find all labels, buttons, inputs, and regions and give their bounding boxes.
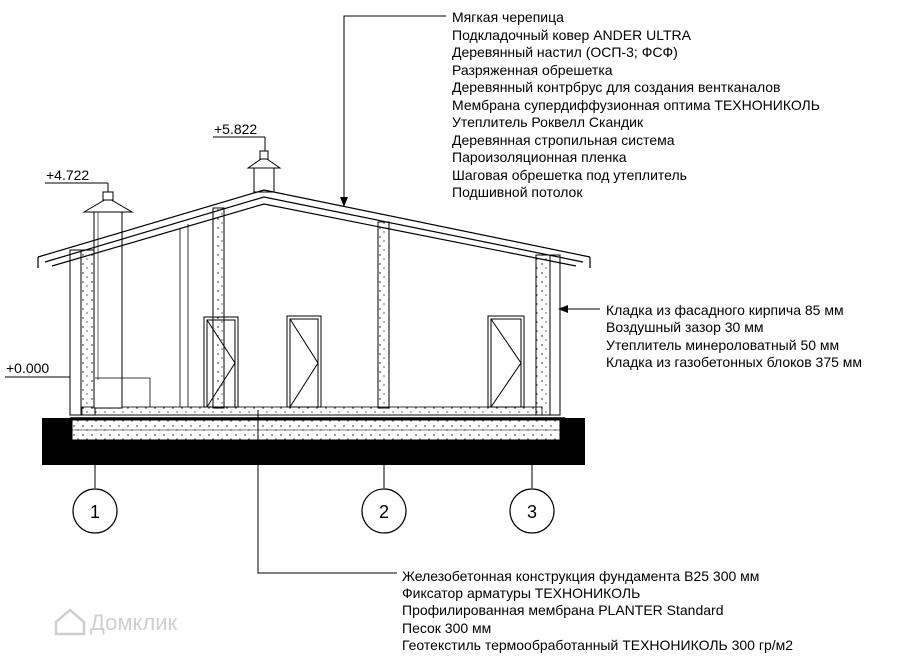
axis-bubble-3 xyxy=(510,489,554,533)
level-label-floor: +0.000 xyxy=(6,360,50,376)
roof-layer-10: Шаговая обрешетка под утеплитель xyxy=(452,167,687,183)
watermark-text: Домклик xyxy=(90,610,178,635)
roof-layer-3: Деревянный настил (ОСП-3; ФСФ) xyxy=(452,44,678,60)
foundation-layer-3: Профилированная мембрана PLANTER Standard xyxy=(402,602,724,618)
level-label-ridge: +5.822 xyxy=(214,121,258,137)
level-marker-chimney xyxy=(45,167,108,192)
floor-layer xyxy=(82,407,542,415)
door-2 xyxy=(287,316,321,407)
roof-layer-11: Подшивной потолок xyxy=(452,184,583,200)
foundation-layer-2: Фиксатор арматуры ТЕХНОНИКОЛЬ xyxy=(402,585,641,601)
level-marker-ridge xyxy=(213,121,265,151)
foundation-layer-4: Песок 300 мм xyxy=(402,620,492,636)
roof-layer-2: Подкладочный ковер ANDER ULTRA xyxy=(452,27,691,43)
axis-bubble-2 xyxy=(362,489,406,533)
axis-bubble-1 xyxy=(73,489,117,533)
roof-layer-7: Утеплитель Роквелл Скандик xyxy=(452,114,644,130)
wall-layer-3: Утеплитель минероловатный 50 мм xyxy=(606,337,840,353)
wall-layer-2: Воздушный зазор 30 мм xyxy=(606,319,764,335)
foundation-layer-5: Геотекстиль термообработанный ТЕХНОНИКОЛЬ 300 гр/м2 xyxy=(402,637,794,653)
roof-layer-6: Мембрана супердиффузионная оптима ТЕХНОНИКОЛЬ xyxy=(452,97,820,113)
door-3 xyxy=(488,316,524,407)
foundation-layers-callout xyxy=(402,568,793,653)
ridge-chimney xyxy=(248,151,280,192)
roof-layers-callout xyxy=(452,9,820,200)
axis-label-3: 3 xyxy=(526,502,538,522)
axis-label-2: 2 xyxy=(378,502,390,522)
interior-wall-2 xyxy=(378,222,389,408)
wall-layer-1: Кладка из фасадного кирпича 85 мм xyxy=(606,302,844,318)
house-logo-icon xyxy=(56,610,84,634)
left-wall xyxy=(70,250,95,415)
roof-layer-1: Мягкая черепица xyxy=(452,9,564,25)
wall-layer-4: Кладка из газобетонных блоков 375 мм xyxy=(606,354,863,370)
axis-label-1: 1 xyxy=(89,502,101,522)
level-marker-floor xyxy=(5,360,70,407)
right-wall xyxy=(536,255,560,415)
wall-layers-callout xyxy=(606,302,862,370)
roof-layer-5: Деревянный контрбрус для создания вентканалов xyxy=(452,79,781,95)
chimney-left xyxy=(84,192,150,408)
roof-layer-9: Пароизоляционная пленка xyxy=(452,149,627,165)
watermark xyxy=(56,610,178,635)
roof-leader xyxy=(344,16,446,205)
roof-layer-4: Разряженная обрешетка xyxy=(452,62,613,78)
foundation-layer-1: Железобетонная конструкция фундамента В25 300 мм xyxy=(402,568,760,584)
level-label-chimney: +4.722 xyxy=(46,167,90,183)
roof-layer-8: Деревянная стропильная система xyxy=(452,132,675,148)
interior-wall-1 xyxy=(213,208,224,408)
